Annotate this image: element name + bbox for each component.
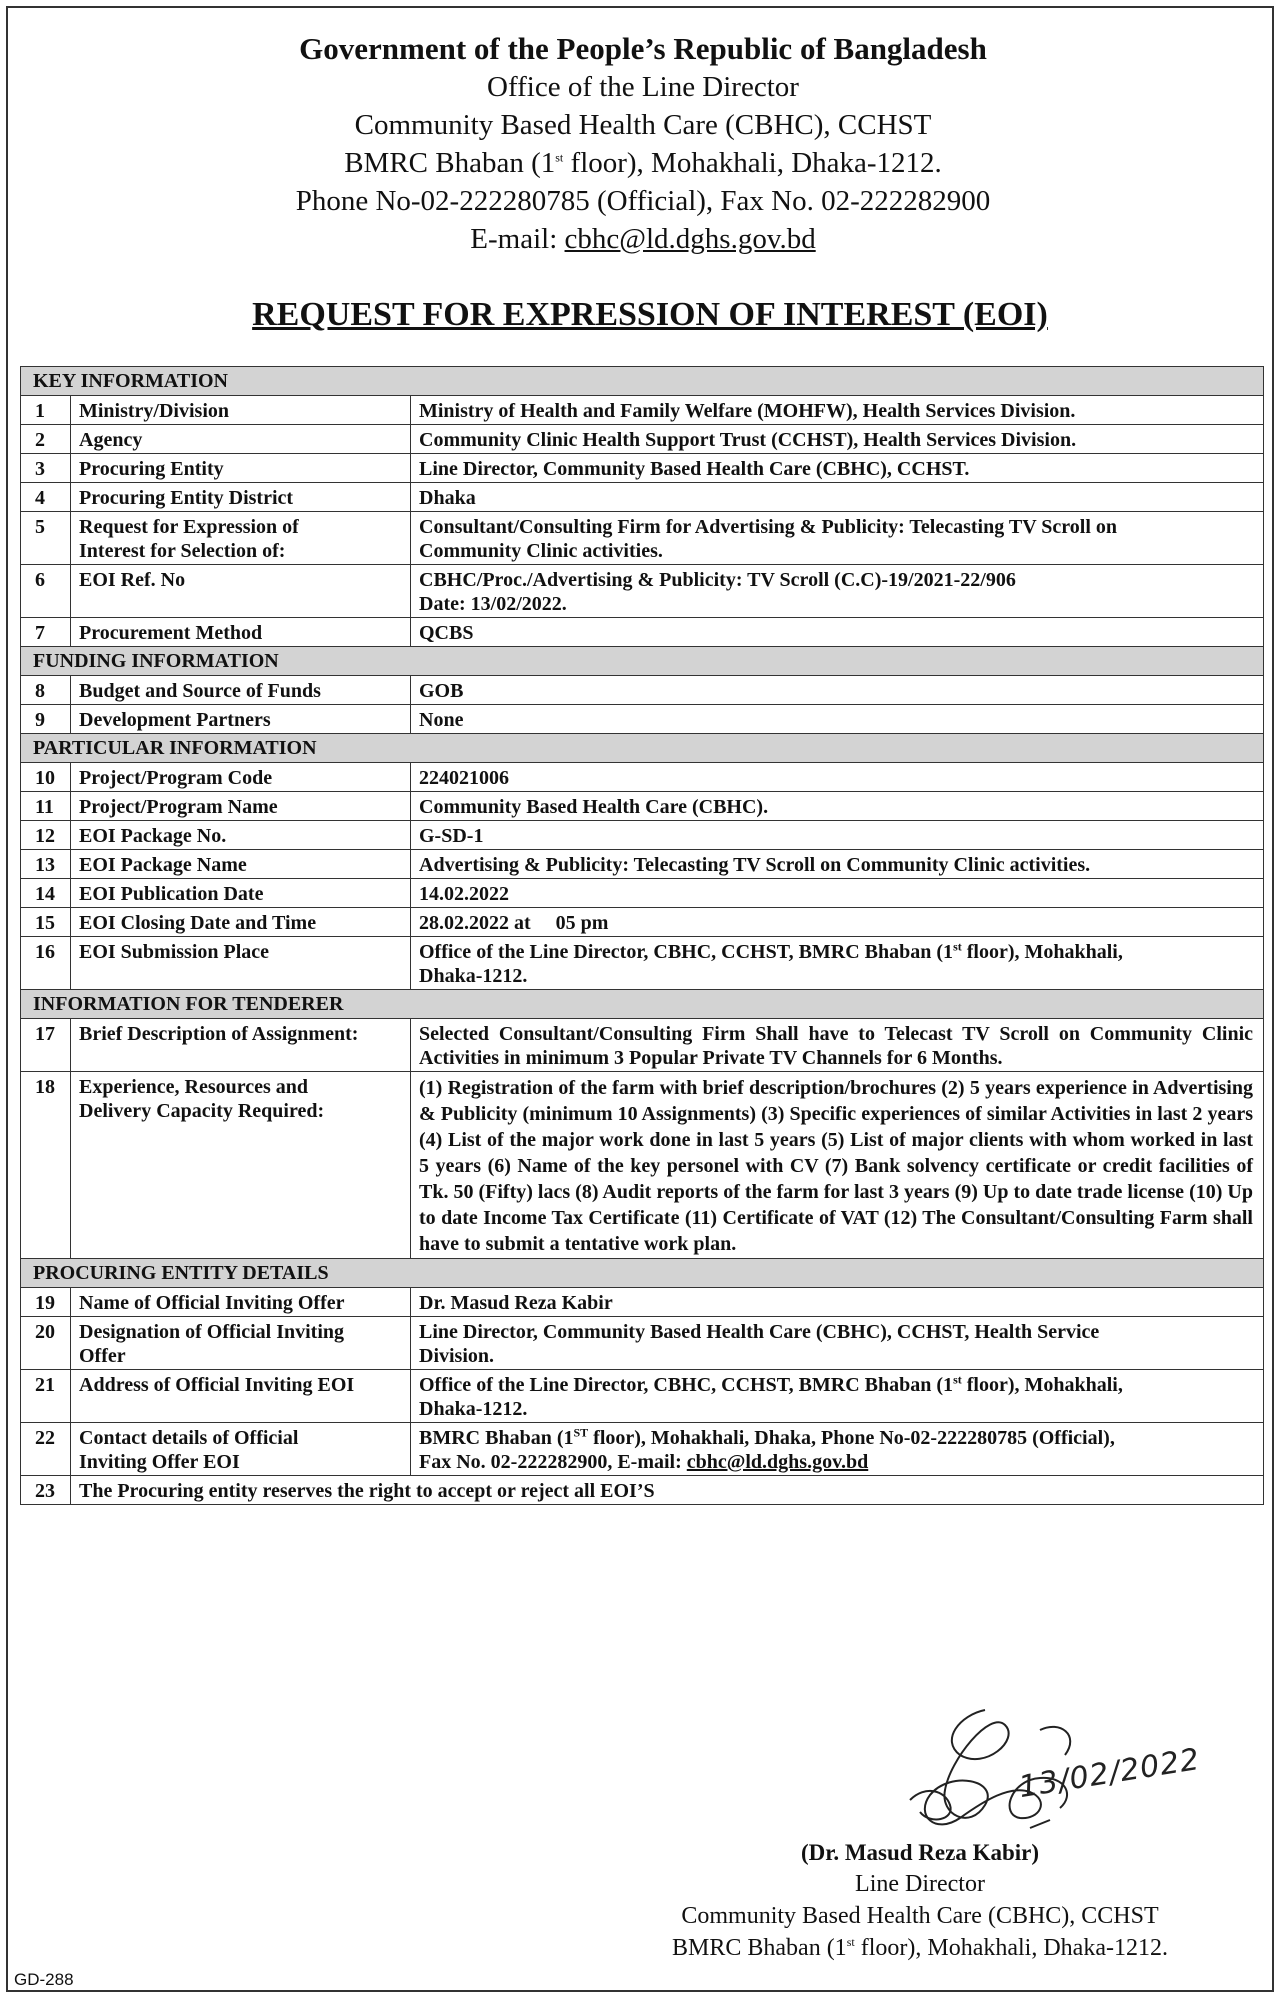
signatory-address: BMRC Bhaban (1st floor), Mohakhali, Dhaka-1212. [672,1935,1168,1961]
table-row: 9 Development Partners None [21,705,1264,734]
table-row: 20 Designation of Official Inviting Offer Line Director, Community Based Health Care (CBHC), CCHST, Health Service Division. [21,1317,1264,1370]
document-code: GD-288 [14,1970,74,1989]
signatory-designation: Line Director [855,1871,985,1897]
table-row: 2 Agency Community Clinic Health Support Trust (CCHST), Health Services Division. [21,425,1264,454]
signature-date: 13/02/2022 [1016,1741,1203,1806]
eoi-table [20,366,1264,1505]
office-email: E-mail: cbhc@ld.dghs.gov.bd [470,223,816,255]
table-row: 18 Experience, Resources and Delivery Capacity Required: (1) Registration of the farm with brief description/brochures (2) 5 years experience in Advertising & Publicity (minimum 10 Assignments) (3) Specific experiences of similar Activities in last 2 years (4) List of the major work done in last 5 years (5) List of major clients with whom worked in last 5 years (6) Name of the key personel with CV (7) Bank solvency certificate or credit facilities of Tk. 50 (Fifty) lacs (8) Audit reports of the farm for last 3 years (9) Up to date trade license (10) Up to date Income Tax Certificate (11) Certificate of VAT (12) The Consultant/Consulting Farm shall have to submit a tentative work plan. [21,1072,1264,1259]
document-title: REQUEST FOR EXPRESSION OF INTEREST (EOI) [252,296,1048,333]
section-header: PARTICULAR INFORMATION [21,734,1264,763]
table-row: 19 Name of Official Inviting Offer Dr. Masud Reza Kabir [21,1288,1264,1317]
table-row: 17 Brief Description of Assignment: Selected Consultant/Consulting Firm Shall have to Telecast TV Scroll on Community Clinic Activities in minimum 3 Popular Private TV Channels for 6 Months. [21,1019,1264,1072]
section-header: FUNDING INFORMATION [21,647,1264,676]
table-row: 14 EOI Publication Date 14.02.2022 [21,879,1264,908]
section-header: PROCURING ENTITY DETAILS [21,1259,1264,1288]
unit-name: Community Based Health Care (CBHC), CCHST [354,109,932,141]
table-row: 22 Contact details of Official Inviting Offer EOI BMRC Bhaban (1ST floor), Mohakhali, Dhaka, Phone No-02-222280785 (Official), Fax No. 02-222282900, E-mail: cbhc@ld.dghs.gov.bd [21,1423,1264,1476]
table-row: 3 Procuring Entity Line Director, Community Based Health Care (CBHC), CCHST. [21,454,1264,483]
table-row: 5 Request for Expression of Interest for Selection of: Consultant/Consulting Firm for Advertising & Publicity: Telecasting TV Scroll on Community Clinic activities. [21,512,1264,565]
table-row: 7 Procurement Method QCBS [21,618,1264,647]
office-phone: Phone No-02-222280785 (Official), Fax No. 02-222282900 [295,185,991,217]
table-row: 10 Project/Program Code 224021006 [21,763,1264,792]
office-address: BMRC Bhaban (1st floor), Mohakhali, Dhaka-1212. [344,147,942,179]
table-row: 1 Ministry/Division Ministry of Health and Family Welfare (MOHFW), Health Services Division. [21,396,1264,425]
letterhead [0,30,1286,258]
table-row: 21 Address of Official Inviting EOI Office of the Line Director, CBHC, CCHST, BMRC Bhaban (1st floor), Mohakhali, Dhaka-1212. [21,1370,1264,1423]
section-header: INFORMATION FOR TENDERER [21,990,1264,1019]
contact-email[interactable]: cbhc@ld.dghs.gov.bd [686,1451,869,1473]
table-row: 15 EOI Closing Date and Time 28.02.2022 at 05 pm [21,908,1264,937]
signatory-unit: Community Based Health Care (CBHC), CCHST [681,1903,1159,1929]
table-row: 13 EOI Package Name Advertising & Publicity: Telecasting TV Scroll on Community Clinic activities. [21,850,1264,879]
table-row: 11 Project/Program Name Community Based Health Care (CBHC). [21,792,1264,821]
table-row: 8 Budget and Source of Funds GOB [21,676,1264,705]
table-row: 12 EOI Package No. G-SD-1 [21,821,1264,850]
section-header: KEY INFORMATION [21,367,1264,396]
table-row: 4 Procuring Entity District Dhaka [21,483,1264,512]
table-row: 23 The Procuring entity reserves the right to accept or reject all EOI’S [21,1476,1264,1505]
email-link[interactable]: cbhc@ld.dghs.gov.bd [564,223,816,255]
table-row: 6 EOI Ref. No CBHC/Proc./Advertising & Publicity: TV Scroll (C.C)-19/2021-22/906 Date: 13/02/2022. [21,565,1264,618]
table-row: 16 EOI Submission Place Office of the Line Director, CBHC, CCHST, BMRC Bhaban (1st floor), Mohakhali, Dhaka-1212. [21,937,1264,990]
signatory-block [600,1838,1240,1964]
office-name: Office of the Line Director [487,71,799,103]
signatory-name: (Dr. Masud Reza Kabir) [800,1840,1040,1865]
government-name: Government of the People’s Republic of Bangladesh [299,31,987,66]
